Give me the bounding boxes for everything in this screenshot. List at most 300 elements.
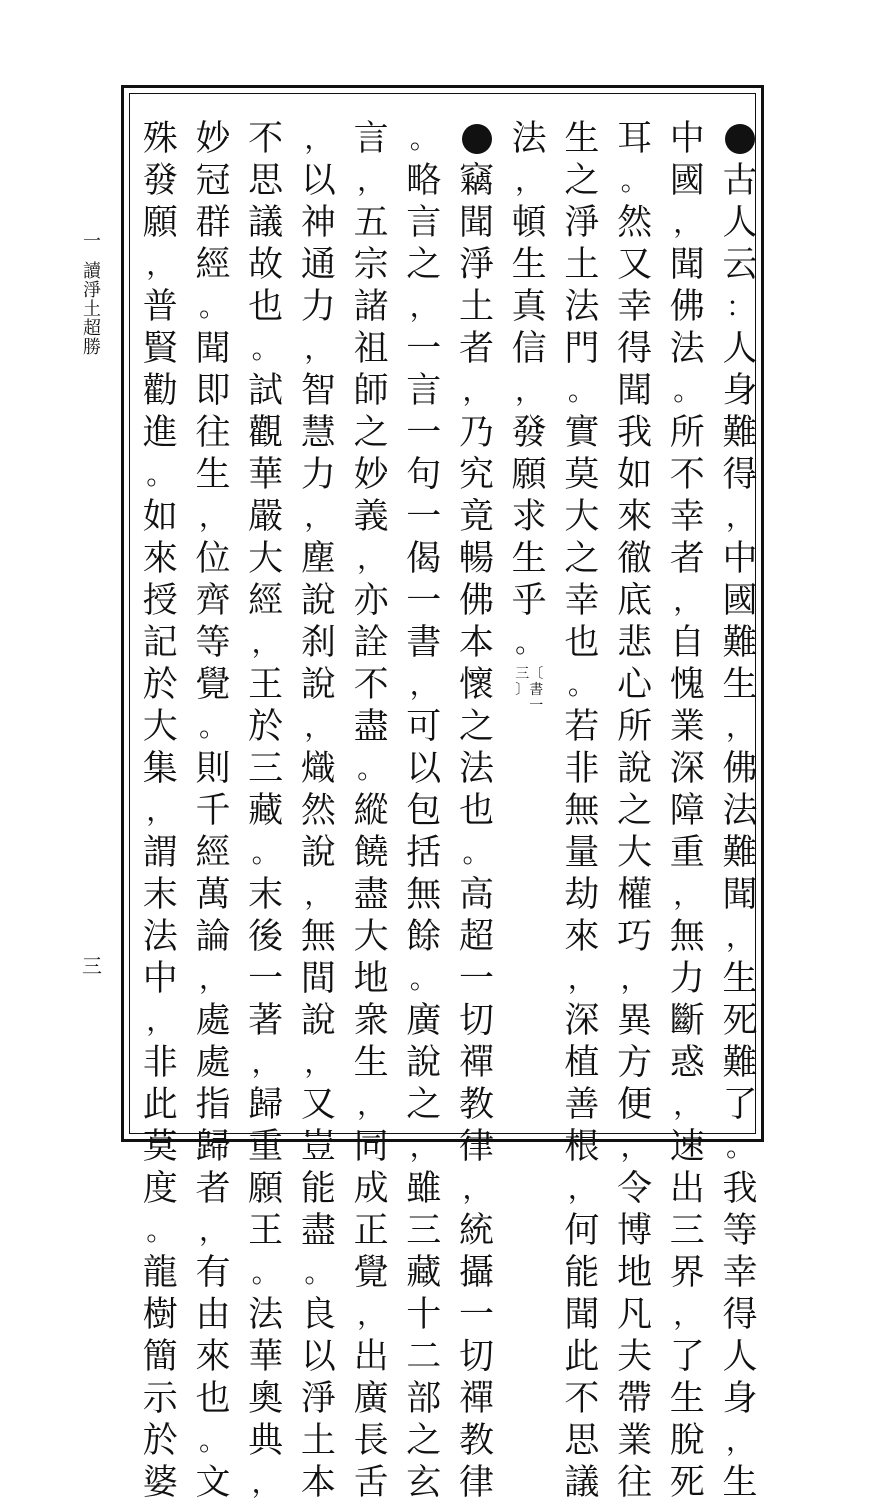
text-char: 人 — [722, 329, 758, 369]
text-char: 土 — [564, 245, 600, 285]
text-char: 乃 — [458, 413, 494, 453]
text-char: 佛 — [458, 581, 494, 621]
text-char: 也 — [458, 791, 494, 831]
text-char: 婆 — [142, 1463, 178, 1503]
text-char: 此 — [142, 1085, 178, 1125]
text-char: 莫 — [564, 455, 600, 495]
text-char: 了 — [669, 1337, 705, 1377]
text-char: 求 — [511, 497, 547, 537]
text-char: 法 — [142, 917, 178, 957]
text-char: 幸 — [564, 581, 600, 621]
text-char: 之 — [458, 707, 494, 747]
text-char: 故 — [248, 245, 284, 285]
text-char: 妙 — [195, 119, 231, 159]
text-char: 者 — [458, 329, 494, 369]
text-char: 成 — [353, 1169, 389, 1209]
text-char: 身 — [722, 371, 758, 411]
text-char: 衆 — [353, 1001, 389, 1041]
text-char: 之 — [564, 161, 600, 201]
text-char: 所 — [669, 413, 705, 453]
text-char: 中 — [142, 959, 178, 999]
text-char: 著 — [248, 1001, 284, 1041]
text-char: 佛 — [669, 287, 705, 327]
text-char: 十 — [406, 1295, 442, 1335]
text-char: 藏 — [248, 791, 284, 831]
text-char: 幸 — [669, 497, 705, 537]
text-char: 幸 — [722, 1253, 758, 1293]
text-char: 生 — [511, 245, 547, 285]
text-char: 之 — [406, 245, 442, 285]
text-char: 得 — [722, 1295, 758, 1335]
text-char: 法 — [248, 1295, 284, 1335]
text-char: 生 — [353, 1043, 389, 1083]
text-char: 何 — [564, 1211, 600, 1251]
text-char: 難 — [722, 1043, 758, 1083]
text-char: 竟 — [458, 497, 494, 537]
text-char: 王 — [248, 1211, 284, 1251]
text-char: 。 — [146, 458, 175, 491]
text-char: 廣 — [406, 1001, 442, 1041]
text-char: 此 — [564, 1337, 600, 1377]
text-char: 經 — [195, 833, 231, 873]
text-char: 無 — [300, 917, 336, 957]
text-char: 二 — [406, 1337, 442, 1377]
text-char: 非 — [142, 1043, 178, 1083]
text-char: 法 — [564, 287, 600, 327]
text-char: ， — [515, 164, 544, 197]
text-char: 通 — [300, 245, 336, 285]
text-char: 高 — [458, 875, 494, 915]
text-char: 聞 — [722, 875, 758, 915]
text-char: 。 — [567, 668, 596, 701]
text-char: 華 — [248, 455, 284, 495]
text-char: 來 — [195, 1337, 231, 1377]
text-char: 無 — [669, 917, 705, 957]
text-char: 統 — [458, 1211, 494, 1251]
text-char: ， — [673, 584, 702, 617]
text-char: ， — [251, 1466, 280, 1499]
text-char: 難 — [722, 623, 758, 663]
text-char: 言 — [406, 203, 442, 243]
text-char: 我 — [617, 413, 653, 453]
text-char: 之 — [406, 1085, 442, 1125]
text-char: 又 — [300, 1085, 336, 1125]
text-char: 說 — [300, 665, 336, 705]
text-char: 懷 — [458, 665, 494, 705]
text-char: 齊 — [195, 581, 231, 621]
text-char: ， — [409, 1130, 438, 1163]
text-char: 土 — [300, 1421, 336, 1461]
text-char: ， — [357, 164, 386, 197]
text-char: 之 — [564, 539, 600, 579]
text-char: 諸 — [353, 287, 389, 327]
text-char: ， — [515, 374, 544, 407]
text-char: 徹 — [617, 539, 653, 579]
text-char: 。 — [198, 290, 227, 323]
text-char: 略 — [406, 161, 442, 201]
text-char: 部 — [406, 1379, 442, 1419]
text-char: 出 — [353, 1337, 389, 1377]
text-char: 植 — [564, 1043, 600, 1083]
text-char: ， — [673, 878, 702, 911]
margin-title-char: 土 — [83, 299, 101, 320]
text-char: 。 — [567, 374, 596, 407]
text-char: 處 — [195, 1043, 231, 1083]
text-char: 生 — [722, 1463, 758, 1503]
text-char: 來 — [617, 497, 653, 537]
text-char: 奧 — [248, 1379, 284, 1419]
text-char: 者 — [195, 1169, 231, 1209]
text-char: 難 — [722, 833, 758, 873]
text-char: 中 — [722, 539, 758, 579]
text-char: 說 — [406, 1043, 442, 1083]
text-char: 方 — [617, 1043, 653, 1083]
text-char: 。 — [515, 626, 544, 659]
text-char: 議 — [248, 203, 284, 243]
text-column — [611, 118, 659, 1504]
text-char: 等 — [195, 623, 231, 663]
text-char: 言 — [406, 371, 442, 411]
text-char: 論 — [195, 917, 231, 957]
text-char: ： — [725, 290, 754, 323]
text-char: 力 — [669, 959, 705, 999]
text-char: 來 — [564, 917, 600, 957]
text-char: 思 — [248, 161, 284, 201]
text-char: 嚴 — [248, 497, 284, 537]
text-char: 藏 — [406, 1253, 442, 1293]
text-char: 又 — [617, 245, 653, 285]
text-char: 法 — [458, 749, 494, 789]
text-char: 議 — [564, 1463, 600, 1503]
text-char: 信 — [511, 329, 547, 369]
text-char: 國 — [722, 581, 758, 621]
text-char: 聞 — [617, 371, 653, 411]
text-char: 不 — [353, 665, 389, 705]
text-char: 大 — [142, 707, 178, 747]
text-char: ， — [357, 542, 386, 575]
text-char: ， — [673, 1298, 702, 1331]
text-char: ， — [620, 962, 649, 995]
text-char: 則 — [195, 749, 231, 789]
text-char: 即 — [195, 371, 231, 411]
text-char: ， — [725, 710, 754, 743]
text-char: 以 — [300, 1337, 336, 1377]
text-char: 斷 — [669, 1001, 705, 1041]
text-char: 發 — [142, 161, 178, 201]
text-char: 生 — [669, 1379, 705, 1419]
text-char: 謂 — [142, 833, 178, 873]
text-char: 地 — [617, 1253, 653, 1293]
text-char: 盡 — [353, 875, 389, 915]
text-char: 經 — [195, 245, 231, 285]
text-char: 詮 — [353, 623, 389, 663]
text-char: 同 — [353, 1127, 389, 1167]
text-char: 障 — [669, 791, 705, 831]
text-char: 群 — [195, 203, 231, 243]
text-char: 間 — [300, 959, 336, 999]
text-char: 律 — [458, 1127, 494, 1167]
text-char: 速 — [669, 1127, 705, 1167]
text-char: 豈 — [300, 1127, 336, 1167]
text-char: ， — [146, 794, 175, 827]
text-char: 盡 — [300, 1211, 336, 1251]
text-char: 示 — [142, 1379, 178, 1419]
text-char: 度 — [142, 1169, 178, 1209]
text-char: 。 — [357, 752, 386, 785]
text-char: ， — [567, 962, 596, 995]
text-char: ， — [357, 1298, 386, 1331]
text-char: 教 — [458, 1421, 494, 1461]
text-char: 盡 — [353, 707, 389, 747]
text-char: 亦 — [353, 581, 389, 621]
text-char: 來 — [142, 539, 178, 579]
text-char: ， — [198, 500, 227, 533]
text-char: 願 — [248, 1169, 284, 1209]
text-char: 禪 — [458, 1379, 494, 1419]
text-char: 授 — [142, 581, 178, 621]
text-char: 土 — [458, 287, 494, 327]
text-char: 量 — [564, 833, 600, 873]
text-char: 熾 — [300, 749, 336, 789]
text-char: 樹 — [142, 1295, 178, 1335]
text-char: 重 — [248, 1127, 284, 1167]
text-char: 集 — [142, 749, 178, 789]
text-char: 超 — [458, 917, 494, 957]
text-char: 也 — [564, 623, 600, 663]
text-column — [716, 118, 764, 1504]
text-char: 末 — [248, 875, 284, 915]
margin-book-title — [80, 262, 104, 357]
text-char: 不 — [669, 455, 705, 495]
text-char: 善 — [564, 1085, 600, 1125]
text-char: 能 — [564, 1253, 600, 1293]
text-char: 愧 — [669, 665, 705, 705]
text-char: 古 — [722, 161, 758, 201]
text-char: 願 — [142, 203, 178, 243]
text-char: 淨 — [564, 203, 600, 243]
text-char: 切 — [458, 1337, 494, 1377]
text-char: 攝 — [458, 1253, 494, 1293]
text-char: 可 — [406, 707, 442, 747]
text-char: 生 — [722, 665, 758, 705]
text-column — [558, 118, 606, 1504]
text-char: ， — [725, 920, 754, 953]
text-char: 記 — [142, 623, 178, 663]
text-char: 一 — [406, 329, 442, 369]
text-char: ， — [462, 1172, 491, 1205]
text-char: 一 — [458, 1295, 494, 1335]
text-char: 長 — [353, 1421, 389, 1461]
text-char: ， — [620, 1130, 649, 1163]
text-char: ， — [304, 122, 333, 155]
bullet-icon — [453, 118, 501, 160]
text-char: 。 — [462, 836, 491, 869]
text-char: 夫 — [617, 1337, 653, 1377]
text-char: 本 — [458, 623, 494, 663]
text-char: 指 — [195, 1085, 231, 1125]
text-char: 竊 — [458, 161, 494, 201]
text-char: ， — [357, 1088, 386, 1121]
text-char: 言 — [353, 119, 389, 159]
text-char: 饒 — [353, 833, 389, 873]
text-char: 無 — [406, 875, 442, 915]
text-char: 五 — [353, 203, 389, 243]
text-char: 良 — [300, 1295, 336, 1335]
text-char: 一 — [406, 581, 442, 621]
text-char: 淨 — [458, 245, 494, 285]
text-char: 典 — [248, 1421, 284, 1461]
text-char: 心 — [617, 665, 653, 705]
text-char: 歸 — [195, 1127, 231, 1167]
text-char: 普 — [142, 287, 178, 327]
text-char: 殊 — [142, 119, 178, 159]
text-char: 正 — [353, 1211, 389, 1251]
text-char: 界 — [669, 1253, 705, 1293]
text-char: ， — [146, 248, 175, 281]
margin-title-char: 讀 — [83, 261, 101, 282]
text-char: 生 — [195, 455, 231, 495]
text-char: 律 — [458, 1463, 494, 1503]
text-char: 底 — [617, 581, 653, 621]
text-char: 王 — [248, 665, 284, 705]
text-char: 願 — [511, 455, 547, 495]
text-char: 令 — [617, 1169, 653, 1209]
text-char: 。 — [409, 962, 438, 995]
text-char: 幸 — [617, 287, 653, 327]
text-char: 以 — [406, 749, 442, 789]
text-char: 三 — [406, 1211, 442, 1251]
text-char: 耳 — [617, 119, 653, 159]
text-char: 處 — [195, 1001, 231, 1041]
text-char: 末 — [142, 875, 178, 915]
text-char: 一 — [248, 959, 284, 999]
text-char: 脫 — [669, 1421, 705, 1461]
text-char: 死 — [669, 1463, 705, 1503]
text-char: 。 — [198, 1424, 227, 1457]
text-char: 祖 — [353, 329, 389, 369]
text-char: 不 — [248, 119, 284, 159]
text-char: 我 — [722, 1169, 758, 1209]
bullet-icon — [716, 118, 764, 160]
text-char: 能 — [300, 1169, 336, 1209]
text-char: 於 — [142, 665, 178, 705]
margin-chapter-mark: 一 — [83, 231, 101, 252]
text-char: 。 — [725, 1130, 754, 1163]
text-char: 淨 — [300, 1379, 336, 1419]
text-char: 聞 — [564, 1295, 600, 1335]
text-char: 也 — [195, 1379, 231, 1419]
text-char: ， — [673, 1088, 702, 1121]
text-char: 巧 — [617, 917, 653, 957]
text-char: ， — [251, 626, 280, 659]
text-char: ， — [462, 374, 491, 407]
text-char: 神 — [300, 203, 336, 243]
text-char: 冠 — [195, 161, 231, 201]
text-char: 根 — [564, 1127, 600, 1167]
text-char: ， — [198, 962, 227, 995]
text-char: ， — [673, 206, 702, 239]
text-char: 聞 — [458, 203, 494, 243]
text-char: 之 — [353, 413, 389, 453]
text-char: 大 — [564, 497, 600, 537]
text-char: ， — [409, 290, 438, 323]
text-char: 偈 — [406, 539, 442, 579]
text-char: 經 — [248, 581, 284, 621]
text-char: 大 — [617, 833, 653, 873]
text-char: ， — [725, 500, 754, 533]
text-char: 說 — [617, 749, 653, 789]
text-char: 三 — [248, 749, 284, 789]
text-char: 塵 — [300, 539, 336, 579]
text-char: 然 — [617, 203, 653, 243]
text-char: 後 — [248, 917, 284, 957]
text-char: 廣 — [353, 1379, 389, 1419]
text-char: 中 — [669, 119, 705, 159]
text-char: 重 — [669, 833, 705, 873]
text-char: 者 — [669, 539, 705, 579]
text-char: 餘 — [406, 917, 442, 957]
text-char: 。 — [673, 374, 702, 407]
text-char: 大 — [353, 917, 389, 957]
text-char: 聞 — [669, 245, 705, 285]
text-char: 博 — [617, 1211, 653, 1251]
text-column — [189, 118, 237, 1504]
text-char: 生 — [564, 119, 600, 159]
text-column — [663, 118, 711, 1504]
text-char: 悲 — [617, 623, 653, 663]
source-note: 〔 書 一 三 〕 — [515, 666, 544, 714]
text-column — [505, 118, 553, 716]
text-column — [294, 118, 342, 1504]
text-char: 乎 — [511, 581, 547, 621]
page-number: 三 — [82, 954, 102, 978]
text-char: ， — [304, 500, 333, 533]
text-char: 之 — [617, 791, 653, 831]
text-char: 書 — [406, 623, 442, 663]
text-char: 括 — [406, 833, 442, 873]
text-char: 句 — [406, 455, 442, 495]
text-char: 賢 — [142, 329, 178, 369]
text-char: 簡 — [142, 1337, 178, 1377]
text-char: 觀 — [248, 413, 284, 453]
text-char: 舌 — [353, 1463, 389, 1503]
text-char: 教 — [458, 1085, 494, 1125]
text-char: 生 — [722, 959, 758, 999]
text-char: 切 — [458, 1001, 494, 1041]
text-char: 力 — [300, 455, 336, 495]
text-char: 。 — [251, 836, 280, 869]
text-char: 試 — [248, 371, 284, 411]
text-char: 一 — [406, 413, 442, 453]
text-char: 也 — [248, 287, 284, 327]
text-char: 勸 — [142, 371, 178, 411]
text-char: 龍 — [142, 1253, 178, 1293]
text-char: 。 — [620, 164, 649, 197]
text-char: 禪 — [458, 1043, 494, 1083]
text-char: 一 — [458, 959, 494, 999]
text-char: ， — [567, 1172, 596, 1205]
text-char: 說 — [300, 833, 336, 873]
text-char: 生 — [511, 539, 547, 579]
text-char: 等 — [722, 1211, 758, 1251]
text-char: 帶 — [617, 1379, 653, 1419]
margin-title-char: 勝 — [83, 337, 101, 358]
text-char: 。 — [409, 122, 438, 155]
text-char: 進 — [142, 413, 178, 453]
text-char: 業 — [617, 1421, 653, 1461]
text-char: 如 — [617, 455, 653, 495]
text-char: 以 — [300, 161, 336, 201]
